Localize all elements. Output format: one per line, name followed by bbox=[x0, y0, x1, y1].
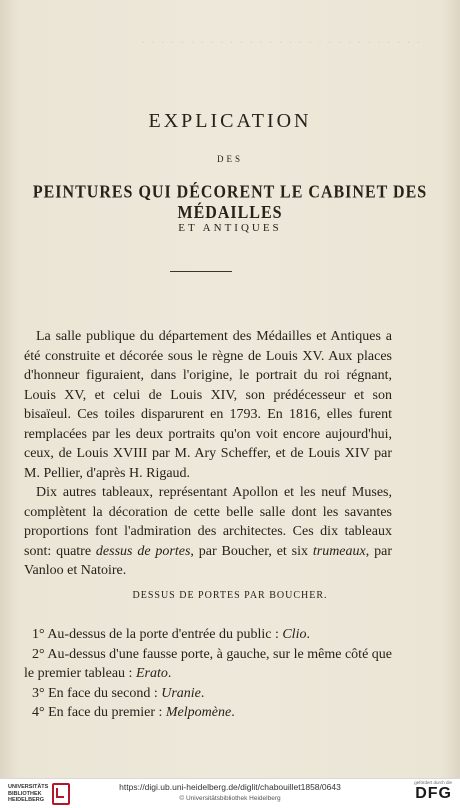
list-item: 3° En face du second : Uranie. bbox=[32, 685, 205, 701]
list-item: 1° Au-dessus de la porte d'entrée du public : Clio. bbox=[32, 627, 310, 642]
bleed-through-text: · · · · · · · · · · · · · · · · · · · · · · · · · · · · · bbox=[139, 38, 420, 49]
copyright-notice: © Universitätsbibliothek Heidelberg bbox=[179, 795, 281, 802]
viewer-footer bbox=[0, 778, 460, 808]
title-rule bbox=[170, 271, 232, 272]
page-subtitle-continued: ET ANTIQUES bbox=[178, 222, 282, 234]
funded-by-label: gefördert durch die bbox=[414, 780, 452, 785]
section-heading: DESSUS DE PORTES PAR BOUCHER. bbox=[132, 590, 328, 601]
painting-list bbox=[24, 625, 392, 723]
intro-text bbox=[24, 327, 392, 581]
list-item: 2° Au-dessus d'une fausse porte, à gauche, sur le même côté que le premier tableau : Erato. bbox=[24, 646, 392, 681]
dfg-logo[interactable] bbox=[414, 780, 452, 802]
paragraph-2: Dix autres tableaux, représentant Apollon et les neuf Muses, complètent la décoration de cette belle salle dont les savantes proportions font l'admiration des architectes. Ces dix tableaux sont: quatre dessus de portes, par Boucher, et six trumeaux, par Vanloo et Natoire. bbox=[24, 485, 392, 578]
paragraph-1: La salle publique du département des Médailles et Antiques a été construite et décorée sous le règne de Louis XV. Aux places d'honneur figuraient, dans l'origine, le portrait du roi régnant, Louis XV, et celui de Louis XIV, son prédécesseur et son bisaïeul. Ces toiles disparurent en 1793. En 1816, elles furent remplacées par les deux portraits qu'on voit encore aujourd'hui, ceux, de Louis XVIII par M. Ary Scheffer, et de Louis XIV par M. Pellier, d'après H. Rigaud. bbox=[24, 329, 392, 481]
page-title: EXPLICATION bbox=[148, 110, 312, 132]
title-connector: DES bbox=[216, 154, 243, 164]
dfg-wordmark: DFG bbox=[415, 785, 452, 802]
page-subtitle: PEINTURES QUI DÉCORENT LE CABINET DES MÉDAILLES bbox=[32, 182, 428, 223]
permalink[interactable]: https://digi.ub.uni-heidelberg.de/diglit/chabouillet1858/0643 bbox=[119, 782, 341, 792]
logo-text: UNIVERSITÄTS BIBLIOTHEK HEIDELBERG bbox=[8, 784, 49, 804]
list-item: 4° En face du premier : Melpomène. bbox=[32, 705, 235, 720]
